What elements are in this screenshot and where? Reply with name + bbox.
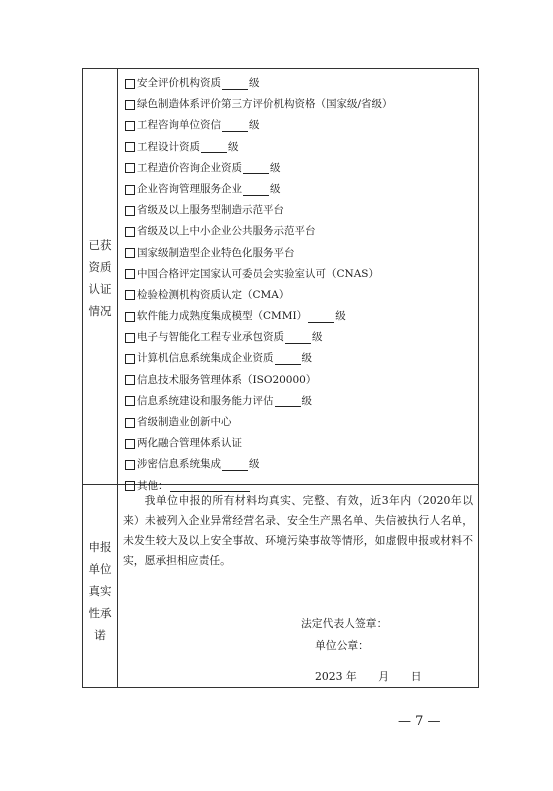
checkbox[interactable] (125, 142, 135, 152)
commitment-section-label (83, 536, 117, 646)
qualification-label-line: 认证 (88, 282, 112, 296)
legal-representative-signature: 法定代表人签章： (301, 617, 388, 630)
qualification-level-suffix: 级 (301, 352, 312, 365)
commitment-label-line: 真实 (88, 584, 112, 598)
qualification-label-line: 情况 (88, 304, 112, 318)
fill-in-blank[interactable] (275, 353, 301, 365)
fill-in-blank[interactable] (222, 120, 248, 132)
qualification-option-label: 省级及以上服务型制造示范平台 (137, 204, 284, 217)
qualification-option[interactable] (125, 306, 475, 327)
column-divider (117, 69, 118, 687)
qualification-option[interactable] (125, 73, 475, 94)
qualification-section-label (83, 234, 117, 322)
qualification-option[interactable] (125, 221, 475, 242)
checkbox[interactable] (125, 333, 135, 343)
qualification-option-label: 企业咨询管理服务企业 (137, 182, 242, 195)
qualification-level-suffix: 级 (312, 331, 323, 344)
checkbox[interactable] (125, 206, 135, 216)
checkbox[interactable] (125, 100, 135, 110)
qualification-option-label: 涉密信息系统集成 (137, 458, 221, 471)
checkbox[interactable] (125, 248, 135, 258)
qualification-option[interactable] (125, 200, 475, 221)
qualification-option[interactable] (125, 412, 475, 433)
checkbox[interactable] (125, 163, 135, 173)
checkbox[interactable] (125, 185, 135, 195)
qualification-option-label: 软件能力成熟度集成模型（CMMI） (137, 310, 308, 323)
qualification-level-suffix: 级 (270, 182, 281, 195)
checkbox[interactable] (125, 312, 135, 322)
qualification-option[interactable] (125, 179, 475, 200)
qualification-level-suffix: 级 (249, 458, 260, 471)
qualification-option[interactable] (125, 433, 475, 454)
qualification-option[interactable] (125, 454, 475, 475)
qualification-option-label: 工程咨询单位资信 (137, 119, 221, 132)
fill-in-blank[interactable] (243, 162, 269, 174)
qualification-option-label: 工程造价咨询企业资质 (137, 161, 242, 174)
qualification-option-label: 计算机信息系统集成企业资质 (137, 352, 274, 365)
checkbox[interactable] (125, 396, 135, 406)
qualification-option[interactable] (125, 115, 475, 136)
qualification-option-label: 安全评价机构资质 (137, 77, 221, 89)
qualification-option-label: 工程设计资质 (137, 140, 200, 153)
commitment-statement: 我单位申报的所有材料均真实、完整、有效，近3年内（2020年以来）未被列入企业异常经营名录、安全生产黑名单、失信被执行人名单，未发生较大及以上安全事故、环境污染事故等情形，如虚假申报或材料不实，愿承担相应责任。 (123, 494, 473, 567)
fill-in-blank[interactable] (275, 395, 301, 407)
qualification-level-suffix: 级 (270, 161, 281, 174)
qualification-level-suffix: 级 (249, 119, 260, 132)
checkbox[interactable] (125, 121, 135, 131)
qualification-label-line: 资质 (88, 260, 112, 274)
qualification-option-label: 其他： (137, 479, 169, 492)
qualification-option-label: 信息技术服务管理体系（ISO20000） (137, 373, 317, 386)
qualification-option[interactable] (125, 348, 475, 369)
qualification-option-label: 国家级制造型企业特色化服务平台 (137, 246, 295, 259)
commitment-label-line: 单位 (88, 562, 112, 576)
fill-in-blank[interactable] (201, 141, 227, 153)
qualification-option[interactable] (125, 137, 475, 158)
checkbox[interactable] (125, 460, 135, 470)
qualification-level-suffix: 级 (335, 310, 346, 323)
checkbox[interactable] (125, 269, 135, 279)
qualification-option-label: 电子与智能化工程专业承包资质 (137, 331, 284, 344)
qualification-option[interactable] (125, 285, 475, 306)
checkbox[interactable] (125, 481, 135, 491)
checkbox[interactable] (125, 375, 135, 385)
fill-in-blank[interactable] (222, 459, 248, 471)
qualification-option[interactable] (125, 391, 475, 412)
commitment-label-line: 诺 (94, 628, 106, 642)
fill-in-blank[interactable] (308, 311, 334, 323)
fill-in-blank[interactable] (285, 332, 311, 344)
fill-in-blank[interactable] (222, 78, 248, 90)
commitment-label-line: 性承 (88, 606, 112, 620)
checkbox[interactable] (125, 354, 135, 364)
qualification-option-label: 绿色制造体系评价第三方评价机构资格（国家级/省级） (137, 98, 393, 111)
qualification-option[interactable] (125, 158, 475, 179)
checkbox[interactable] (125, 79, 135, 89)
commitment-label-line: 申报 (88, 540, 112, 554)
qualification-option[interactable] (125, 370, 475, 391)
qualification-label-line: 已获 (88, 238, 112, 252)
fill-in-blank[interactable] (243, 184, 269, 196)
qualification-form-table (82, 68, 479, 688)
qualification-level-suffix: 级 (301, 394, 312, 407)
checkbox[interactable] (125, 290, 135, 300)
checkbox[interactable] (125, 439, 135, 449)
qualification-option-label: 检验检测机构资质认定（CMA） (137, 288, 290, 301)
qualification-option-label: 两化融合管理体系认证 (137, 437, 242, 450)
qualification-checklist (125, 73, 475, 497)
qualification-option[interactable] (125, 94, 475, 115)
qualification-level-suffix: 级 (249, 77, 260, 89)
qualification-option-label: 中国合格评定国家认可委员会实验室认可（CNAS） (137, 267, 379, 280)
signing-date: 2023 年 月 日 (315, 670, 422, 683)
company-seal: 单位公章： (315, 639, 369, 652)
qualification-option-label: 省级制造业创新中心 (137, 416, 232, 428)
qualification-option[interactable] (125, 243, 475, 264)
qualification-option-label: 信息系统建设和服务能力评估 (137, 394, 274, 407)
qualification-option-label: 省级及以上中小企业公共服务示范平台 (137, 225, 316, 238)
page-number: — 7 — (398, 714, 441, 729)
checkbox[interactable] (125, 418, 135, 428)
qualification-option[interactable] (125, 327, 475, 348)
qualification-option[interactable] (125, 264, 475, 285)
checkbox[interactable] (125, 227, 135, 237)
qualification-level-suffix: 级 (228, 140, 239, 153)
